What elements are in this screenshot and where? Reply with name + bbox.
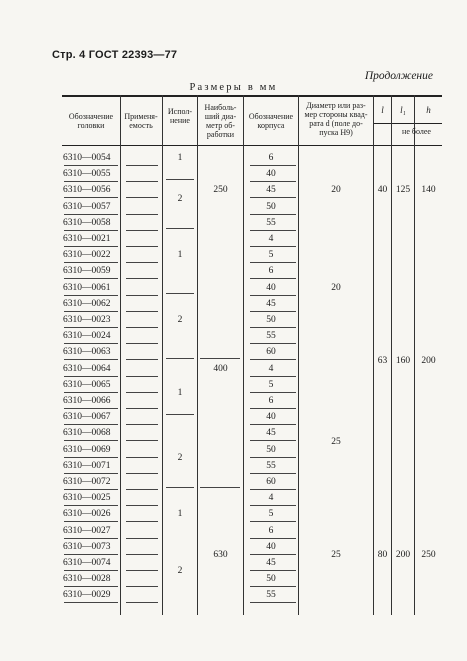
row-rule-prim [126,262,158,263]
row-code: 6310—0022 [63,250,111,261]
header-oboznachenie-korpusa: Обозначение корпуса [248,112,294,130]
row-rule-korpus [250,311,296,312]
ispolnenie-group-rule [166,358,194,359]
row-rule-code [64,408,118,409]
row-rule-prim [126,295,158,296]
row-rule-prim [126,181,158,182]
row-code: 6310—0073 [63,541,111,552]
h-value: 200 [421,355,436,366]
row-rule-prim [126,505,158,506]
row-rule-prim [126,311,158,312]
diameter-value: 630 [213,549,228,560]
row-rule-korpus [250,278,296,279]
col-divider [243,95,244,615]
header-ne-bolee: не более [402,127,431,136]
row-rule-korpus [250,197,296,198]
row-rule-korpus [250,602,296,603]
row-rule-korpus [250,538,296,539]
ispolnenie-value: 1 [177,153,183,163]
row-code: 6310—0068 [63,428,111,439]
row-rule-korpus [250,214,296,215]
row-korpus: 40 [266,282,276,293]
row-korpus: 45 [266,185,276,196]
row-rule-prim [126,359,158,360]
row-rule-code [64,570,118,571]
row-korpus: 55 [266,460,276,471]
continuation-label: Продолжение [364,70,433,82]
ispolnenie-group-rule [166,414,194,415]
d-value: 20 [331,185,341,196]
row-korpus: 55 [266,590,276,601]
row-rule-code [64,295,118,296]
row-rule-code [64,278,118,279]
row-rule-korpus [250,408,296,409]
ispolnenie-value: 2 [177,193,183,204]
row-rule-code [64,586,118,587]
row-code: 6310—0057 [63,201,111,212]
row-rule-code [64,230,118,231]
ispolnenie-group-rule [166,293,194,294]
h-value: 250 [421,549,436,560]
row-rule-prim [126,538,158,539]
row-korpus: 50 [266,201,276,212]
table-top-rule [62,95,442,97]
row-rule-prim [126,343,158,344]
row-rule-korpus [250,586,296,587]
row-rule-code [64,521,118,522]
row-code: 6310—0056 [63,185,111,196]
row-rule-prim [126,521,158,522]
row-rule-korpus [250,392,296,393]
row-rule-code [64,489,118,490]
row-rule-code [64,376,118,377]
row-code: 6310—0023 [63,315,111,325]
l1-value: 125 [395,185,411,196]
row-code: 6310—0062 [63,298,111,309]
l-value: 80 [377,549,388,560]
row-rule-code [64,181,118,182]
row-code: 6310—0029 [63,590,111,601]
col-divider [298,95,299,615]
row-code: 6310—0059 [63,266,111,277]
diameter-value: 250 [213,185,228,196]
h-value: 140 [421,185,436,196]
row-korpus: 55 [266,217,276,228]
col-divider [162,95,163,615]
row-rule-korpus [250,295,296,296]
row-rule-prim [126,392,158,393]
d-value: 20 [331,282,341,293]
header-ispolnenie: Испол- нение [167,107,193,125]
row-korpus: 6 [268,153,274,163]
row-code: 6310—0067 [63,412,111,423]
row-rule-korpus [250,473,296,474]
row-rule-code [64,311,118,312]
ne-bolee-rule [373,123,442,124]
row-rule-code [64,343,118,344]
row-rule-korpus [250,554,296,555]
row-rule-code [64,505,118,506]
row-rule-korpus [250,376,296,377]
col-divider [120,95,121,615]
page-header: Стр. 4 ГОСТ 22393—77 [52,49,178,61]
row-code: 6310—0074 [63,558,111,568]
row-korpus: 45 [266,558,276,568]
header-primenyaemost: Применя- емость [124,112,158,130]
row-rule-korpus [250,521,296,522]
d-value: 25 [331,436,341,447]
row-korpus: 6 [268,396,274,406]
d-value: 25 [331,549,341,560]
diameter-value: 400 [213,363,228,374]
ispolnenie-value: 1 [177,250,183,261]
row-rule-korpus [250,327,296,328]
korpus-group-rule [200,358,240,359]
row-rule-code [64,359,118,360]
row-rule-prim [126,570,158,571]
row-rule-korpus [250,359,296,360]
row-rule-code [64,392,118,393]
row-code: 6310—0027 [63,525,111,536]
row-code: 6310—0024 [63,331,111,342]
row-rule-code [64,538,118,539]
row-korpus: 50 [266,444,276,455]
row-korpus: 45 [266,298,276,309]
row-rule-prim [126,165,158,166]
row-rule-korpus [250,165,296,166]
row-rule-prim [126,424,158,425]
row-code: 6310—0058 [63,217,111,228]
row-korpus: 50 [266,315,276,325]
ispolnenie-group-rule [166,487,194,488]
row-rule-code [64,554,118,555]
ispolnenie-value: 1 [177,509,183,520]
row-korpus: 5 [268,250,274,261]
row-rule-prim [126,214,158,215]
row-korpus: 50 [266,574,276,585]
row-code: 6310—0063 [63,347,111,358]
l-value: 63 [377,355,388,366]
row-korpus: 6 [268,266,274,277]
l1-value: 160 [395,355,411,366]
ispolnenie-value: 2 [177,315,183,325]
row-code: 6310—0069 [63,444,111,455]
row-rule-prim [126,278,158,279]
ispolnenie-value: 2 [177,566,183,577]
row-rule-prim [126,246,158,247]
col-divider [197,95,198,615]
row-rule-korpus [250,424,296,425]
row-rule-korpus [250,230,296,231]
l1-value: 200 [395,549,411,560]
row-code: 6310—0061 [63,282,111,293]
ispolnenie-group-rule [166,179,194,180]
row-korpus: 60 [266,477,276,487]
ispolnenie-value: 2 [177,452,183,463]
row-korpus: 40 [266,541,276,552]
header-oboznachenie-golovki: Обозначение головки [68,112,114,130]
row-code: 6310—0072 [63,477,111,487]
row-rule-code [64,424,118,425]
header-h: h [426,105,431,115]
row-rule-korpus [250,343,296,344]
row-code: 6310—0021 [63,234,111,244]
row-rule-code [64,165,118,166]
row-rule-prim [126,408,158,409]
row-korpus: 4 [268,363,274,374]
row-rule-korpus [250,489,296,490]
row-code: 6310—0065 [63,379,111,390]
row-rule-korpus [250,570,296,571]
row-code: 6310—0055 [63,169,111,180]
row-rule-code [64,602,118,603]
row-rule-prim [126,440,158,441]
table-header-rule [62,145,442,146]
row-rule-prim [126,473,158,474]
row-code: 6310—0026 [63,509,111,520]
header-d-or-side: Диаметр или раз- мер стороны квад- рата d (поле до- пуска Н9) [304,101,368,137]
row-rule-code [64,440,118,441]
row-korpus: 4 [268,493,274,504]
row-code: 6310—0025 [63,493,111,504]
row-rule-code [64,214,118,215]
row-rule-code [64,473,118,474]
ispolnenie-group-rule [166,228,194,229]
row-rule-korpus [250,262,296,263]
row-korpus: 5 [268,379,274,390]
row-rule-code [64,197,118,198]
row-rule-korpus [250,246,296,247]
row-rule-korpus [250,457,296,458]
row-code: 6310—0054 [63,153,111,163]
header-l: l [381,105,384,115]
korpus-group-rule [200,487,240,488]
row-korpus: 45 [266,428,276,439]
row-rule-korpus [250,181,296,182]
row-rule-prim [126,230,158,231]
row-korpus: 40 [266,412,276,423]
ispolnenie-value: 1 [177,387,183,398]
row-korpus: 40 [266,169,276,180]
row-code: 6310—0064 [63,363,111,374]
row-rule-prim [126,586,158,587]
row-rule-korpus [250,440,296,441]
row-rule-prim [126,602,158,603]
row-korpus: 6 [268,525,274,536]
row-rule-code [64,246,118,247]
row-korpus: 4 [268,234,274,244]
row-rule-prim [126,197,158,198]
row-korpus: 60 [266,347,276,358]
row-code: 6310—0071 [63,460,111,471]
row-rule-prim [126,457,158,458]
header-diameter: Наиболь- ший диа- метр об- работки [204,103,237,139]
row-rule-prim [126,489,158,490]
row-rule-prim [126,554,158,555]
row-rule-prim [126,327,158,328]
units-label: Размеры в мм [189,82,278,93]
row-rule-code [64,327,118,328]
row-rule-prim [126,376,158,377]
row-code: 6310—0066 [63,396,111,406]
row-rule-korpus [250,505,296,506]
row-korpus: 5 [268,509,274,520]
row-korpus: 55 [266,331,276,342]
row-rule-code [64,457,118,458]
row-rule-code [64,262,118,263]
header-l1: l₁ [400,105,406,115]
l-value: 40 [377,185,388,196]
row-code: 6310—0028 [63,574,111,585]
